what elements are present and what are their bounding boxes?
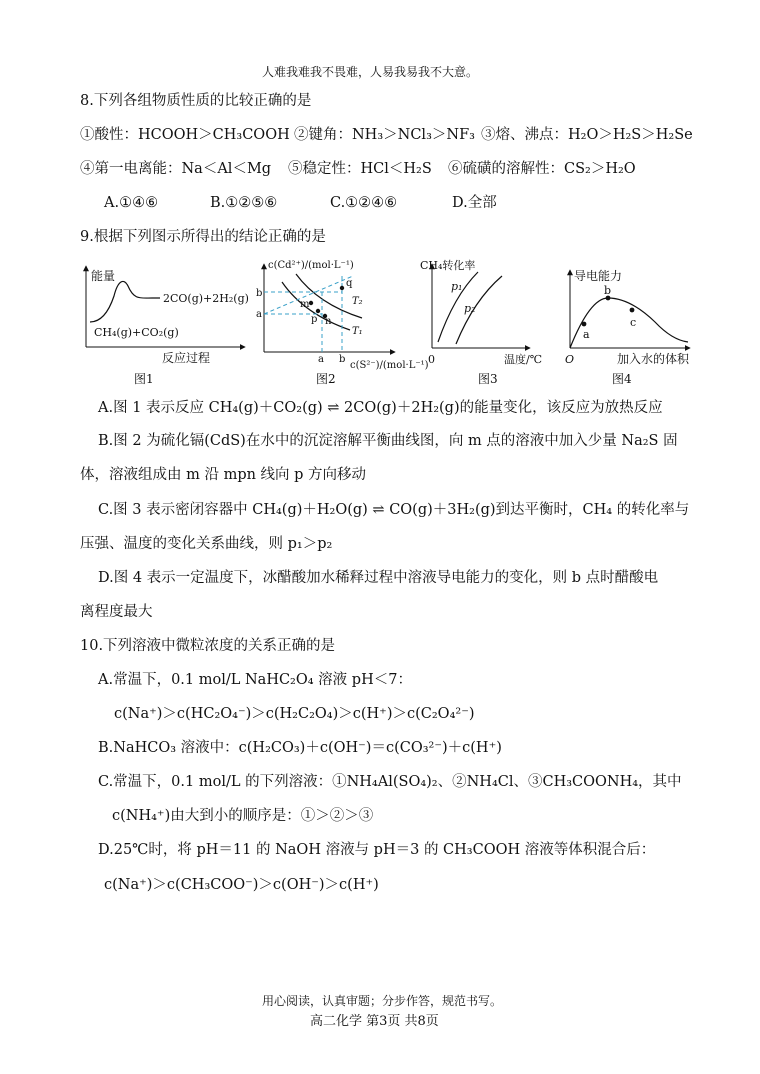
- fig2-xtick-b: b: [339, 354, 346, 365]
- fig3-caption: 图3: [478, 372, 498, 386]
- q10-option-a-line1: A.常温下，0.1 mol/L NaHC₂O₄ 溶液 pH＜7：: [98, 672, 412, 688]
- fig2-x-label: c(S²⁻)/(mol·L⁻¹): [350, 360, 429, 371]
- q10-stem: 10.下列溶液中微粒浓度的关系正确的是: [80, 638, 336, 654]
- q8-option-a: A.①④⑥: [104, 195, 159, 211]
- fig2-caption: 图2: [316, 372, 336, 386]
- q8-option-b: B.①②⑤⑥: [210, 195, 278, 211]
- q9-option-c-line2: 压强、温度的变化关系曲线，则 p₁＞p₂: [80, 536, 333, 552]
- fig2-xtick-a: a: [318, 354, 324, 365]
- q9-option-b-line2: 体，溶液组成由 m 沿 mpn 线向 p 方向移动: [80, 467, 367, 483]
- fig4-origin: O: [565, 353, 575, 366]
- q8-stem: 8.下列各组物质性质的比较正确的是: [80, 93, 312, 109]
- fig1-x-label: 反应过程: [162, 351, 211, 365]
- q8-statement-4: ④第一电离能：Na＜Al＜Mg: [80, 161, 272, 177]
- fig1-y-label: 能量: [91, 269, 116, 283]
- footer-page-number: 高二化学 第3页 共8页: [310, 1014, 439, 1029]
- q10-option-d-line1: D.25℃时，将 pH＝11 的 NaOH 溶液与 pH＝3 的 CH₃COOH 溶液等体积混合后：: [98, 842, 656, 858]
- fig2-point-m: m: [300, 299, 310, 310]
- fig3-x-label: 温度/℃: [504, 353, 543, 366]
- q8-statement-3: ③熔、沸点：H₂O＞H₂S＞H₂Se: [481, 127, 693, 143]
- q9-option-b-line1: B.图 2 为硫化镉(CdS)在水中的沉淀溶解平衡曲线图，向 m 点的溶液中加入少量 Na₂S 固: [98, 433, 678, 449]
- fig2-tick-b: b: [256, 288, 263, 299]
- figure-4: [565, 268, 690, 386]
- fig3-y-label: CH₄转化率: [420, 259, 476, 272]
- footer-motto: 用心阅读，认真审题；分步作答，规范书写。: [262, 994, 503, 1008]
- q10-option-c-line2: c(NH₄⁺)由大到小的顺序是：①＞②＞③: [112, 808, 374, 824]
- fig1-energy-curve: [90, 281, 160, 322]
- fig2-t2-label: T₂: [352, 296, 363, 307]
- fig2-y-label: c(Cd²⁺)/(mol·L⁻¹): [268, 260, 354, 271]
- fig1-upper-label: 2CO(g)+2H₂(g): [163, 292, 249, 305]
- q8-option-d: D.全部: [452, 195, 497, 211]
- fig1-lower-label: CH₄(g)+CO₂(g): [94, 326, 179, 339]
- q9-stem: 9.根据下列图示所得出的结论正确的是: [80, 229, 326, 245]
- fig3-p2-label: p₂: [464, 302, 476, 315]
- fig2-t1-label: T₁: [352, 326, 363, 337]
- fig1-caption: 图1: [134, 372, 154, 386]
- q10-option-c-line1: C.常温下，0.1 mol/L 的下列溶液：①NH₄Al(SO₄)₂、②NH₄Cl、③CH₃COONH₄，其中: [98, 774, 682, 790]
- fig3-curve-p2: [456, 276, 502, 344]
- q10-option-a-line2: c(Na⁺)＞c(HC₂O₄⁻)＞c(H₂C₂O₄)＞c(H⁺)＞c(C₂O₄²⁻): [114, 706, 475, 722]
- fig4-point-b: b: [604, 284, 612, 297]
- fig4-x-label: 加入水的体积: [617, 352, 690, 366]
- q8-statement-5: ⑤稳定性：HCl＜H₂S: [288, 161, 432, 177]
- fig3-origin: 0: [428, 353, 435, 366]
- figure-1: [86, 266, 249, 386]
- fig2-point-n: n: [325, 316, 332, 327]
- fig2-point-p: p: [311, 314, 318, 325]
- fig3-p1-label: p₁: [451, 280, 463, 293]
- q8-statement-2: ②键角：NH₃＞NCl₃＞NF₃: [294, 127, 475, 143]
- fig4-point-a: a: [583, 328, 590, 341]
- q10-option-d-line2: c(Na⁺)＞c(CH₃COO⁻)＞c(OH⁻)＞c(H⁺): [104, 877, 379, 893]
- q9-option-d-line1: D.图 4 表示一定温度下，冰醋酸加水稀释过程中溶液导电能力的变化，则 b 点时醋酸电: [98, 570, 659, 586]
- q8-statement-6: ⑥硫磺的溶解性：CS₂＞H₂O: [448, 161, 636, 177]
- figure-3: [420, 258, 542, 386]
- header-motto: 人难我难我不畏难，人易我易我不大意。: [262, 65, 479, 79]
- q9-option-d-line2: 离程度最大: [80, 604, 153, 620]
- fig4-point-c: c: [630, 316, 637, 329]
- q9-option-a: A.图 1 表示反应 CH₄(g)＋CO₂(g) ⇌ 2CO(g)＋2H₂(g)的能量变化，该反应为放热反应: [98, 400, 663, 416]
- q10-option-b: B.NaHCO₃ 溶液中：c(H₂CO₃)＋c(OH⁻)＝c(CO₃²⁻)＋c(H⁺): [98, 740, 502, 756]
- q9-figures: [0, 252, 760, 387]
- figure-2: [256, 260, 429, 386]
- fig2-point-q: q: [346, 278, 353, 289]
- fig4-caption: 图4: [612, 372, 632, 386]
- q8-option-c: C.①②④⑥: [330, 195, 398, 211]
- q9-option-c-line1: C.图 3 表示密闭容器中 CH₄(g)＋H₂O(g) ⇌ CO(g)＋3H₂(g)到达平衡时，CH₄ 的转化率与: [98, 502, 690, 518]
- q8-statement-1: ①酸性：HCOOH＞CH₃COOH: [80, 127, 290, 143]
- fig4-y-label: 导电能力: [574, 269, 623, 283]
- fig2-tick-a: a: [256, 309, 262, 320]
